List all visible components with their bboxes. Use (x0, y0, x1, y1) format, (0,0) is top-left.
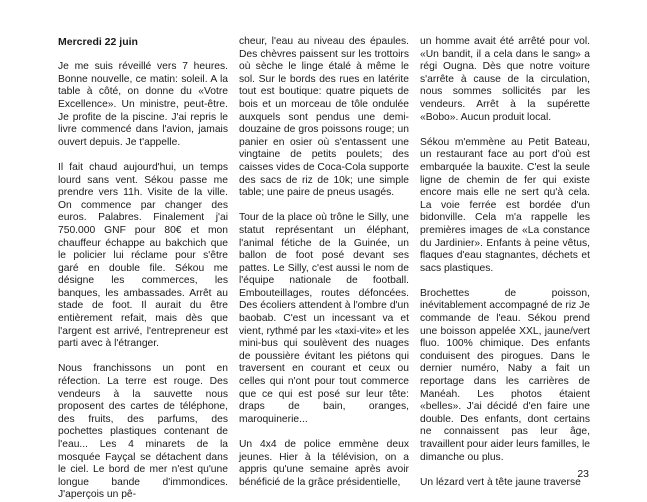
paragraph: Il fait chaud aujourd'hui, un temps lourd sans vent. Sékou passe me prendre vers 11h. Visite de la ville. On commence par changer des euros. Palabres. Finalement j'ai 750.000 GNF pour 80€ et mon chauffeur échappe au bakchich que le policier lui réclame pour s'être garé en double file. Sékou me désigne les commerces, les banques, les ambassades. Arrêt au stade de foot. Il aurait du être entièrement refait, mais dès que l'argent est arrivé, l'entrepreneur est parti avec à l'étranger. (58, 161, 228, 350)
paragraph: Un lézard vert à tête jaune traverse (420, 476, 581, 488)
paragraph: cheur, l'eau au niveau des épaules. Des chèvres paissent sur les trottoirs où sèche le linge étalé à même le sol. Sur le bords des rues en latérite tout est boutique: quatre piquets de bois et un morceau de tôle ondulée auxquels sont pendus une demi-douzaine de gros poissons rouge; un panier en osier où s'entassent une vingtaine de petits poulets; des caisses vides de Coca-Cola supporte des sacs de riz de 10k; une simple table; une paire de pneus usagés. (239, 36, 409, 199)
paragraph: Un 4x4 de police emmène deux jeunes. Hier à la télévision, on a appris qu'une semaine après avoir bénéficié de la grâce présidentielle, (239, 439, 409, 488)
page-number: 23 (577, 468, 589, 480)
paragraph: Sékou m'emmène au Petit Bateau, un restaurant face au port d'où est embarquée la bauxite. C'est la seule ligne de chemin de fer qui existe encore mais elle ne sert qu'à cela. La voie ferrée est bordée d'un bidonville. Cela m'a rappelle les premières images de «La constance du Jardinier». Enfants à peine vêtus, flaques d'eau stagnantes, déchets et sacs plastiques. (420, 136, 590, 274)
date-heading: Mercredi 22 juin (58, 36, 138, 48)
text-column-1 (58, 36, 228, 502)
paragraph: un homme avait été arrêté pour vol. «Un bandit, il a cela dans le sang» a régi Ougna. Dès que notre voiture s'arrête à cause de la circulation, nous sommes sollicités par les vendeurs. Arrêt à la supérette «Bobo». Aucun produit local. (420, 36, 590, 123)
text-column-2 (239, 36, 409, 489)
paragraph: Je me suis réveillé vers 7 heures. Bonne nouvelle, ce matin: soleil. A la table à côté, on donne du «Votre Excellence». Un ministre, peut-être. Je profite de la piscine. J'ai repris le livre commencé dans l'avion, jamais ouvert depuis. Je t'appelle. (58, 61, 228, 148)
text-column-3 (420, 36, 590, 489)
paragraph: Tour de la place où trône le Silly, une statut représentant un éléphant, l'animal fétiche de la Guinée, un ballon de foot posé devant ses pattes. Le Silly, c'est aussi le nom de l'équipe nationale de football. Embouteillages, routes défoncées. Des écoliers attendent à l'ombre d'un baobab. C'est un incessant va et vient, rythmé par les «taxi-vite» et les mini-bus qui soulèvent des nuages de poussière évitant les piétons qui traversent en courant et ceux ou celles qui n'ont pour tout commerce que ce qui est posé sur leur tête: draps de bain, oranges, maroquinerie... (239, 212, 409, 425)
paragraph: Nous franchissons un pont en réfection. La terre est rouge. Des vendeurs à la sauvette nous proposent des cartes de téléphone, des fruits, des parfums, des pochettes plastiques contenant de l'eau... Les 4 minarets de la mosquée Fayçal se détachent dans le ciel. Le bord de mer n'est qu'une longue bande d'immondices. J'aperçois un pê- (58, 363, 228, 501)
paragraph: Brochettes de poisson, inévitablement accompagné de riz Je commande de l'eau. Sékou prend une boisson appelée XXL, jaune/vert fluo. 100% chimique. Des enfants conduisent des pirogues. Dans le dernier numéro, Naby a fait un reportage dans les carrières de Manéah. Les photos étaient «belles». J'ai décidé d'en faire une double. Des enfants, dont certains ne connaissent pas leur âge, travaillent pour aider leurs familles, le dimanche ou plus. (420, 287, 590, 463)
